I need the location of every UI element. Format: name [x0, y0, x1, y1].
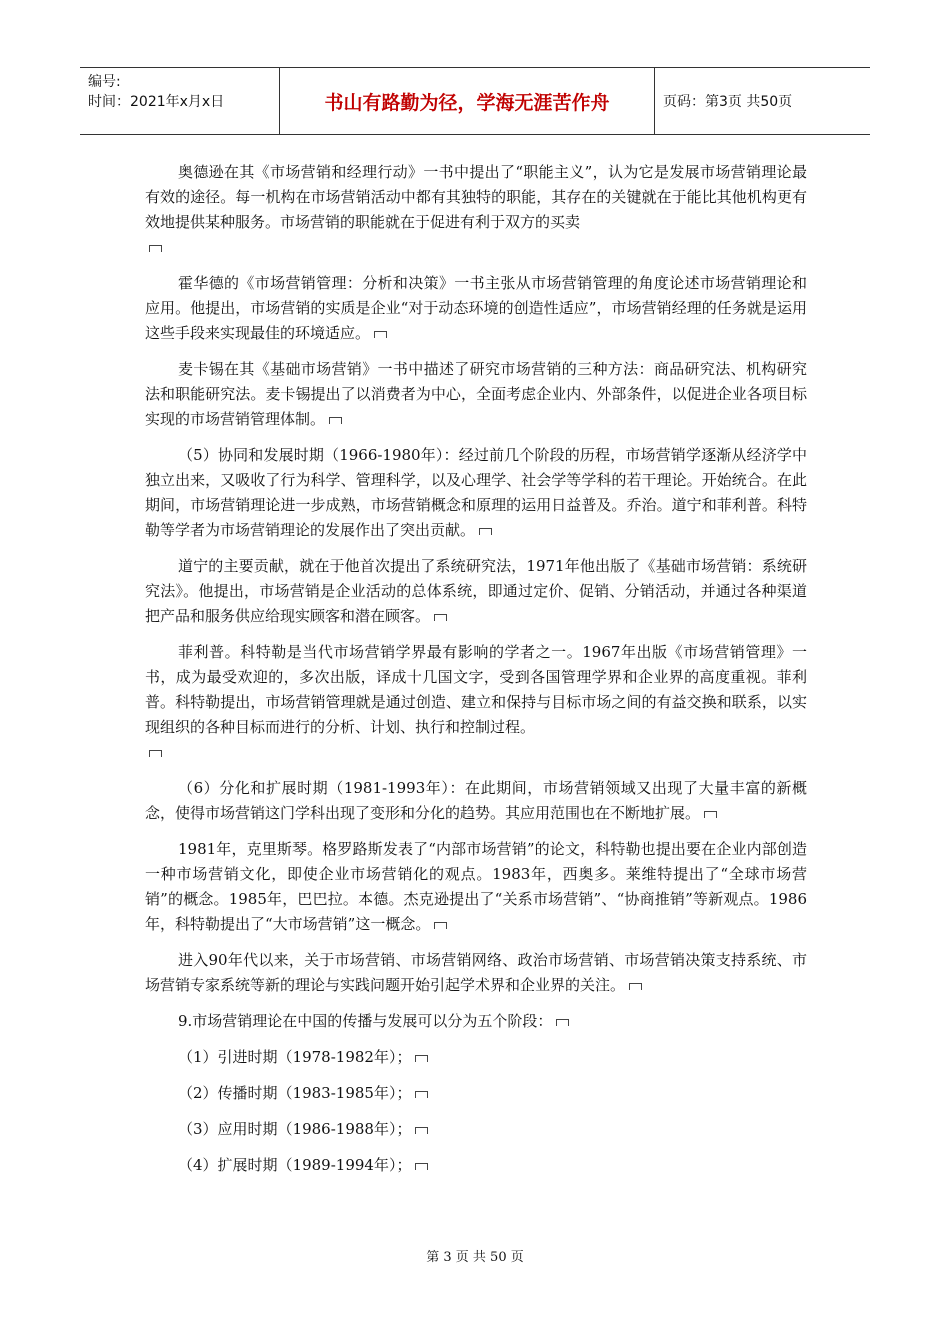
paragraph-text: （5）协同和发展时期（1966-1980年）：经过前几个阶段的历程，市场营销学逐渐从经济学中独立出来，又吸收了行为科学、管理科学，以及心理学、社会学等学科的若干理论。开始统合。在此期间，市场营销理论进一步成熟，市场营销概念和原理的运用日益普及。乔治。道宁和菲利普。科特勒等学者为市场营销理论的发展作出了突出贡献。 [145, 446, 807, 539]
paragraph [145, 357, 807, 432]
paragraph-text: 菲利普。科特勒是当代市场营销学界最有影响的学者之一。1967年出版《市场营销管理》一书，成为最受欢迎的，多次出版，译成十几国文字，受到各国管理学界和企业界的高度重视。菲利普。科特勒提出，市场营销管理就是通过创造、建立和保持与目标市场之间的有益交换和联系，以实现组织的各种目标而进行的分析、计划、执行和控制过程。 [145, 643, 807, 736]
serial-number-label: 编号: [88, 74, 121, 90]
header-left-cell [80, 68, 280, 134]
paragraph [145, 554, 807, 629]
paragraph [145, 271, 807, 346]
stage-text: （1）引进时期（1978-1982年）； [178, 1048, 412, 1066]
paragraph-mark-icon [415, 1055, 428, 1062]
page-header [80, 67, 870, 135]
stage-item [145, 1045, 807, 1070]
paragraph-mark-icon [629, 983, 642, 990]
stage-item [145, 1117, 807, 1142]
date-label: 时间：2021年x月x日 [88, 94, 225, 110]
paragraph-text: 道宁的主要贡献，就在于他首次提出了系统研究法，1971年他出版了《基础市场营销：系统研究法》。他提出，市场营销是企业活动的总体系统，即通过定价、促销、分销活动，并通过各种渠道把产品和服务供应给现实顾客和潜在顾客。 [145, 557, 807, 625]
paragraph-text: 麦卡锡在其《基础市场营销》一书中描述了研究市场营销的三种方法：商品研究法、机构研究法和职能研究法。麦卡锡提出了以消费者为中心，全面考虑企业内、外部条件，以促进企业各项目标实现的市场营销管理体制。 [145, 360, 807, 428]
stage-text: （3）应用时期（1986-1988年）； [178, 1120, 412, 1138]
paragraph [145, 948, 807, 998]
paragraph-mark-icon [434, 922, 447, 929]
paragraph [145, 640, 807, 765]
paragraph-mark-icon [704, 811, 717, 818]
paragraph-mark-icon [415, 1127, 428, 1134]
paragraph-mark-icon [374, 331, 387, 338]
paragraph-mark-icon [434, 614, 447, 621]
paragraph-text: 1981年，克里斯琴。格罗路斯发表了“内部市场营销”的论文，科特勒也提出要在企业内部创造一种市场营销文化，即使企业市场营销化的观点。1983年，西奥多。莱维特提出了“全球市场营销”的概念。1985年，巴巴拉。本德。杰克逊提出了“关系市场营销”、“协商推销”等新观点。1986年，科特勒提出了“大市场营销”这一概念。 [145, 840, 807, 933]
paragraph-mark-icon [479, 528, 492, 535]
paragraph [145, 776, 807, 826]
paragraph-mark-icon [329, 417, 342, 424]
stages-intro [145, 1009, 807, 1034]
paragraph-text: 奥德逊在其《市场营销和经理行动》一书中提出了“职能主义”，认为它是发展市场营销理论最有效的途径。每一机构在市场营销活动中都有其独特的职能，其存在的关键就在于能比其他机构更有效地提供某种服务。市场营销的职能就在于促进有利于双方的买卖 [145, 163, 807, 231]
paragraph-text: 霍华德的《市场营销管理：分析和决策》一书主张从市场营销管理的角度论述市场营销理论和应用。他提出，市场营销的实质是企业“对于动态环境的创造性适应”，市场营销经理的任务就是运用这些手段来实现最佳的环境适应。 [145, 274, 807, 342]
paragraph [145, 443, 807, 543]
header-motto: 书山有路勤为径，学海无涯苦作舟 [280, 68, 655, 134]
paragraph-mark-icon [415, 1091, 428, 1098]
paragraph-mark-icon [149, 245, 162, 252]
document-body [145, 160, 807, 1189]
paragraph [145, 160, 807, 260]
header-page-info: 页码：第3页 共50页 [663, 94, 793, 110]
paragraph-text: 进入90年代以来，关于市场营销、市场营销网络、政治市场营销、市场营销决策支持系统、市场营销专家系统等新的理论与实践问题开始引起学术界和企业界的关注。 [145, 951, 807, 994]
paragraph-mark-icon [149, 750, 162, 757]
stage-item [145, 1081, 807, 1106]
paragraph-text: （6）分化和扩展时期（1981-1993年）：在此期间，市场营销领域又出现了大量丰富的新概念，使得市场营销这门学科出现了变形和分化的趋势。其应用范围也在不断地扩展。 [145, 779, 807, 822]
stage-text: （4）扩展时期（1989-1994年）； [178, 1156, 412, 1174]
paragraph-mark-icon [556, 1019, 569, 1026]
paragraph [145, 837, 807, 937]
stage-text: （2）传播时期（1983-1985年）； [178, 1084, 412, 1102]
paragraph-text: 9.市场营销理论在中国的传播与发展可以分为五个阶段： [178, 1012, 553, 1030]
paragraph-mark-icon [415, 1163, 428, 1170]
stage-item [145, 1153, 807, 1178]
page-footer: 第 3 页 共 50 页 [426, 1250, 524, 1265]
